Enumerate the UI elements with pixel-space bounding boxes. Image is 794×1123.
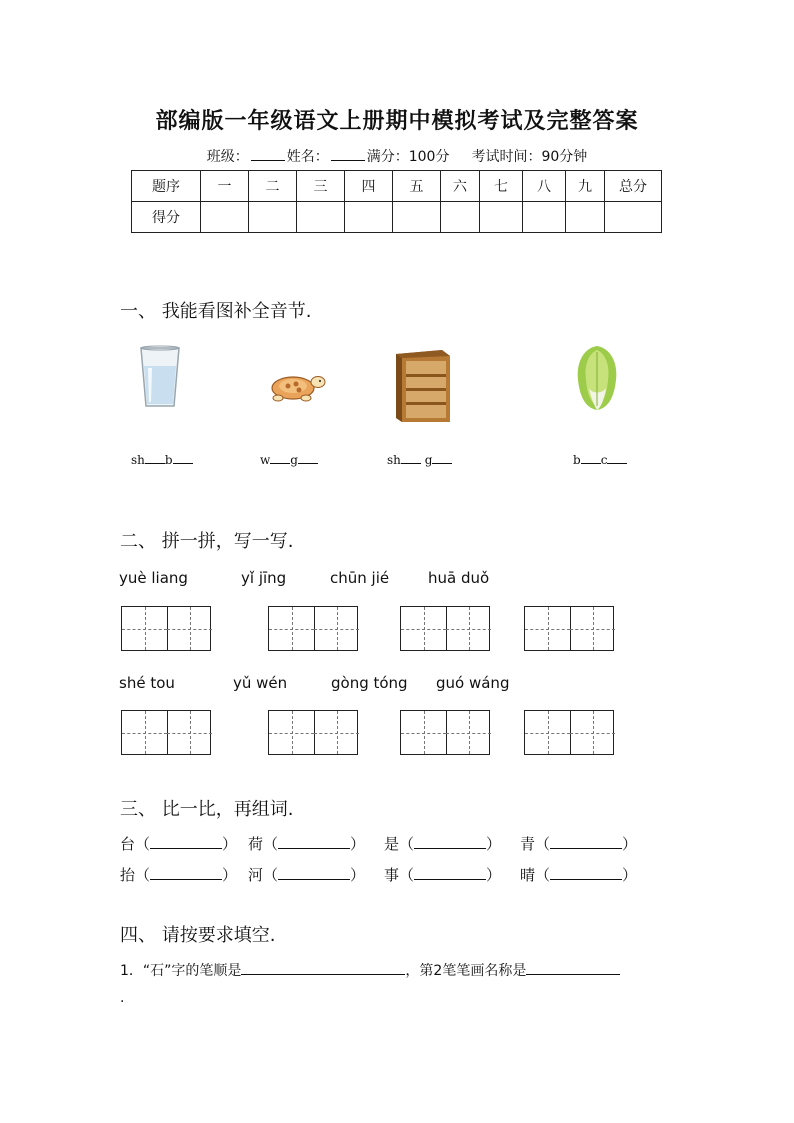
syllable-part: w [260, 453, 271, 467]
syllable-item [131, 453, 193, 467]
name-blank[interactable] [331, 148, 365, 161]
syllable-part: sh [387, 453, 401, 467]
syllable-blank[interactable] [298, 453, 318, 464]
word-item: 河（ ） [248, 866, 366, 884]
pinyin-item: yuè liang [119, 569, 188, 587]
exam-time: 考试时间：90分钟 [471, 149, 588, 165]
character: 晴 [520, 866, 536, 884]
score-table [131, 170, 662, 233]
word-blank[interactable] [150, 865, 222, 880]
character: 事 [384, 866, 400, 884]
section4-heading: 四、 请按要求填空. [120, 925, 276, 946]
word-item: 是（ ） [384, 835, 502, 853]
score-row-label: 得分 [132, 202, 201, 233]
writing-grid[interactable] [121, 606, 211, 651]
class-blank[interactable] [251, 148, 285, 161]
score-cell[interactable] [345, 202, 393, 233]
score-header-row [132, 171, 662, 202]
name-label: 姓名： [286, 149, 329, 165]
writing-grid[interactable] [524, 710, 614, 755]
pinyin-item: yǐ jīng [241, 569, 287, 587]
chinese-cabbage-icon [574, 344, 620, 412]
word-blank[interactable] [414, 865, 486, 880]
syllable-blank[interactable] [145, 453, 165, 464]
section2-heading: 二、 拼一拼，写一写. [120, 531, 294, 552]
score-cell[interactable] [480, 202, 523, 233]
syllable-part: g [290, 453, 298, 467]
pinyin-item: chūn jié [330, 569, 390, 587]
syllable-blank[interactable] [270, 453, 290, 464]
character: 青 [520, 835, 536, 853]
full-score: 满分：100分 [366, 149, 450, 165]
question-1-end: . [120, 990, 125, 1006]
score-cell[interactable] [523, 202, 566, 233]
word-item: 晴（ ） [520, 866, 638, 884]
writing-grid[interactable] [121, 710, 211, 755]
word-item: 台（ ） [120, 835, 238, 853]
score-cell[interactable] [441, 202, 480, 233]
score-header-cell: 三 [297, 171, 345, 202]
section1-heading: 一、 我能看图补全音节. [120, 301, 312, 322]
syllable-blank[interactable] [173, 453, 193, 464]
writing-grid[interactable] [524, 606, 614, 651]
score-header-cell: 七 [480, 171, 523, 202]
word-blank[interactable] [278, 865, 350, 880]
syllable-item [260, 453, 318, 467]
score-header-cell: 题序 [132, 171, 201, 202]
score-header-cell: 九 [566, 171, 605, 202]
turtle-icon [266, 370, 328, 404]
word-blank[interactable] [550, 865, 622, 880]
score-cell[interactable] [249, 202, 297, 233]
score-header-cell: 六 [441, 171, 480, 202]
score-value-row [132, 202, 662, 233]
score-header-cell: 八 [523, 171, 566, 202]
character: 荷 [248, 835, 264, 853]
character: 抬 [120, 866, 136, 884]
score-cell[interactable] [201, 202, 249, 233]
word-item: 荷（ ） [248, 835, 366, 853]
word-blank[interactable] [278, 834, 350, 849]
score-header-cell: 一 [201, 171, 249, 202]
syllable-part: b [573, 453, 581, 467]
writing-grid[interactable] [400, 606, 490, 651]
writing-grid[interactable] [400, 710, 490, 755]
character: 是 [384, 835, 400, 853]
glass-of-water-icon [138, 344, 182, 410]
pinyin-item: gòng tóng [331, 674, 408, 692]
score-cell[interactable] [566, 202, 605, 233]
syllable-item [573, 453, 627, 467]
bookshelf-icon [392, 348, 454, 424]
score-cell[interactable] [605, 202, 662, 233]
section3-heading: 三、 比一比，再组词. [120, 799, 294, 820]
writing-grid[interactable] [268, 710, 358, 755]
exam-info [0, 146, 794, 166]
question-1 [120, 960, 620, 980]
word-blank[interactable] [550, 834, 622, 849]
syllable-blank[interactable] [401, 453, 421, 464]
word-blank[interactable] [414, 834, 486, 849]
pinyin-item: guó wáng [436, 674, 510, 692]
pinyin-item: shé tou [119, 674, 175, 692]
writing-grid[interactable] [268, 606, 358, 651]
pinyin-item: huā duǒ [428, 569, 490, 587]
question-text: ，第2笔笔画名称是 [405, 963, 527, 979]
stroke-name-blank[interactable] [526, 962, 620, 975]
score-header-cell: 四 [345, 171, 393, 202]
word-blank[interactable] [150, 834, 222, 849]
question-text: 1．“石”字的笔顺是 [120, 963, 242, 979]
syllable-part: sh [131, 453, 145, 467]
syllable-part: g [424, 453, 433, 467]
syllable-part: c [600, 453, 608, 467]
score-cell[interactable] [393, 202, 441, 233]
score-header-cell: 二 [249, 171, 297, 202]
syllable-part: b [164, 453, 173, 467]
stroke-order-blank[interactable] [241, 962, 405, 975]
word-item: 事（ ） [384, 866, 502, 884]
pinyin-item: yǔ wén [233, 674, 288, 692]
page-title: 部编版一年级语文上册期中模拟考试及完整答案 [155, 108, 639, 134]
syllable-blank[interactable] [581, 453, 601, 464]
syllable-blank[interactable] [432, 453, 452, 464]
score-header-cell: 五 [393, 171, 441, 202]
character: 河 [248, 866, 264, 884]
syllable-item [387, 453, 452, 467]
word-item: 抬（ ） [120, 866, 238, 884]
syllable-blank[interactable] [607, 453, 627, 464]
score-cell[interactable] [297, 202, 345, 233]
class-label: 班级： [206, 149, 249, 165]
word-item: 青（ ） [520, 835, 638, 853]
score-header-cell: 总分 [605, 171, 662, 202]
character: 台 [120, 835, 136, 853]
